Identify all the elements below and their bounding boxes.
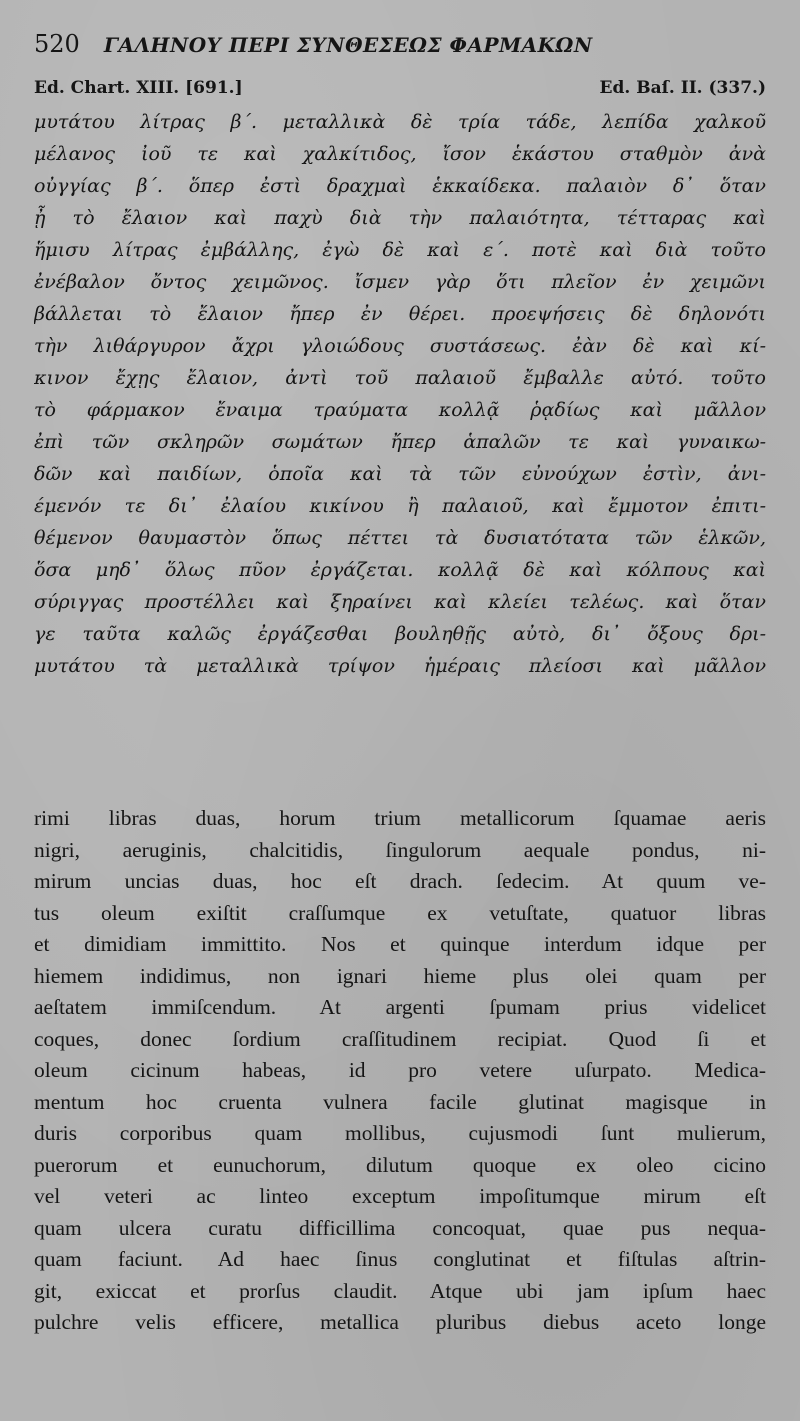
greek-text-line: θέμενον θαυμαστὸν ὅπως πέττει τὰ δυσιατότατα τῶν ἑλκῶν, [34,527,766,549]
latin-text-line: rimi libras duas, horum trium metallicorum ſquamae aeris [34,806,766,830]
latin-text-line: nigri, aeruginis, chalcitidis, ſingulorum aequale pondus, ni- [34,837,766,862]
greek-text-line: μέλανος ἰοῦ τε καὶ χαλκίτιδος, ἴσον ἑκάστου σταθμὸν ἀνὰ [34,143,766,165]
greek-text-block [34,106,766,682]
greek-text-line: μυτάτου λίτρας β΄. μεταλλικὰ δὲ τρία τάδε, λεπίδα χαλκοῦ [34,111,766,133]
greek-text-line: ἐνέβαλον ὄντος χειμῶνος. ἴσμεν γὰρ ὅτι πλεῖον ἐν χειμῶνι [34,271,766,293]
greek-text-line: μυτάτου τὰ μεταλλικὰ τρίψον ἡμέραις πλείοσι καὶ μᾶλλον [34,655,766,677]
greek-text-line: τὸ φάρμακον ἔναιμα τραύματα κολλᾷ ῥᾳδίως καὶ μᾶλλον [34,399,766,421]
page-header [34,30,774,64]
edition-left: Ed. Chart. XIII. [691.] [34,78,243,98]
latin-text-line: vel veteri ac linteo exceptum impoſitumque mirum eſt [34,1184,766,1208]
greek-text-line: βάλλεται τὸ ἔλαιον ἤπερ ἐν θέρει. προεψήσεις δὲ δηλονότι [34,303,766,325]
latin-text-line: tus oleum exiſtit craſſumque ex vetuſtate, quatuor libras [34,900,766,925]
greek-text-line: ὅσα μηδ᾽ ὅλως πῦον ἐργάζεται. κολλᾷ δὲ καὶ κόλπους καὶ [34,559,766,581]
latin-text-line: oleum cicinum habeas, id pro vetere uſurpato. Medica- [34,1058,766,1082]
latin-text-line: git, exiccat et prorſus claudit. Atque ubi jam ipſum haec [34,1278,766,1303]
greek-text-line: ᾖ τὸ ἔλαιον καὶ παχὺ διὰ τὴν παλαιότητα, τέτταρας καὶ [34,207,766,229]
edition-references [34,78,766,98]
greek-text-line: γε ταῦτα καλῶς ἐργάζεσθαι βουληθῇς αὐτὸ, δι᾽ ὄξους δρι- [34,623,766,645]
latin-text-line: hiemem indidimus, non ignari hieme plus olei quam per [34,963,766,988]
page-number: 520 [34,30,80,58]
latin-text-block [34,803,766,1339]
greek-text-line: σύριγγας προστέλλει καὶ ξηραίνει καὶ κλείει τελέως. καὶ ὅταν [34,591,766,613]
greek-text-line: ἐπὶ τῶν σκληρῶν σωμάτων ἤπερ ἁπαλῶν τε καὶ γυναικω- [34,431,766,453]
latin-text-line: duris corporibus quam mollibus, cujusmodi ſunt mulierum, [34,1121,766,1145]
greek-text-line: δῶν καὶ παιδίων, ὁποῖα καὶ τὰ τῶν εὐνούχων ἐστὶν, ἀνι- [34,463,766,485]
greek-text-line: τὴν λιθάργυρον ἄχρι γλοιώδους συστάσεως. ἐὰν δὲ καὶ κί- [34,335,766,357]
greek-text-line: ἥμισυ λίτρας ἐμβάλλης, ἐγὼ δὲ καὶ ε΄. ποτὲ καὶ διὰ τοῦτο [34,239,766,261]
latin-text-line: mentum hoc cruenta vulnera facile glutinat magisque in [34,1089,766,1114]
latin-text-line: mirum uncias duas, hoc eſt drach. ſedecim. At quum ve- [34,869,766,893]
latin-text-line: coques, donec ſordium craſſitudinem recipiat. Quod ſi et [34,1026,766,1051]
latin-text-line: et dimidiam immittito. Nos et quinque interdum idque per [34,932,766,956]
greek-text-line: οὐγγίας β΄. ὅπερ ἐστὶ δραχμαὶ ἑκκαίδεκα. παλαιὸν δ᾽ ὅταν [34,175,766,197]
latin-text-line: quam faciunt. Ad haec ſinus conglutinat et fiſtulas aſtrin- [34,1247,766,1271]
latin-text-line: aeſtatem immiſcendum. At argenti ſpumam prius videlicet [34,995,766,1019]
greek-text-line: έμενόν τε δι᾽ ἐλαίου κικίνου ἢ παλαιοῦ, καὶ ἔμμοτον ἐπιτι- [34,495,766,517]
edition-right: Ed. Baſ. II. (337.) [599,78,766,98]
greek-text-line: κινον ἔχῃς ἔλαιον, ἀντὶ τοῦ παλαιοῦ ἔμβαλλε αὐτό. τοῦτο [34,367,766,389]
running-title: ΓΑΛΗΝΟΥ ΠΕΡΙ ΣΥΝΘΕΣΕΩΣ ΦΑΡΜΑΚΩΝ [103,33,593,57]
latin-text-line: pulchre velis efficere, metallica pluribus diebus aceto longe [34,1310,766,1334]
latin-text-line: puerorum et eunuchorum, dilutum quoque ex oleo cicino [34,1152,766,1177]
latin-text-line: quam ulcera curatu difficillima concoquat, quae pus nequa- [34,1215,766,1240]
